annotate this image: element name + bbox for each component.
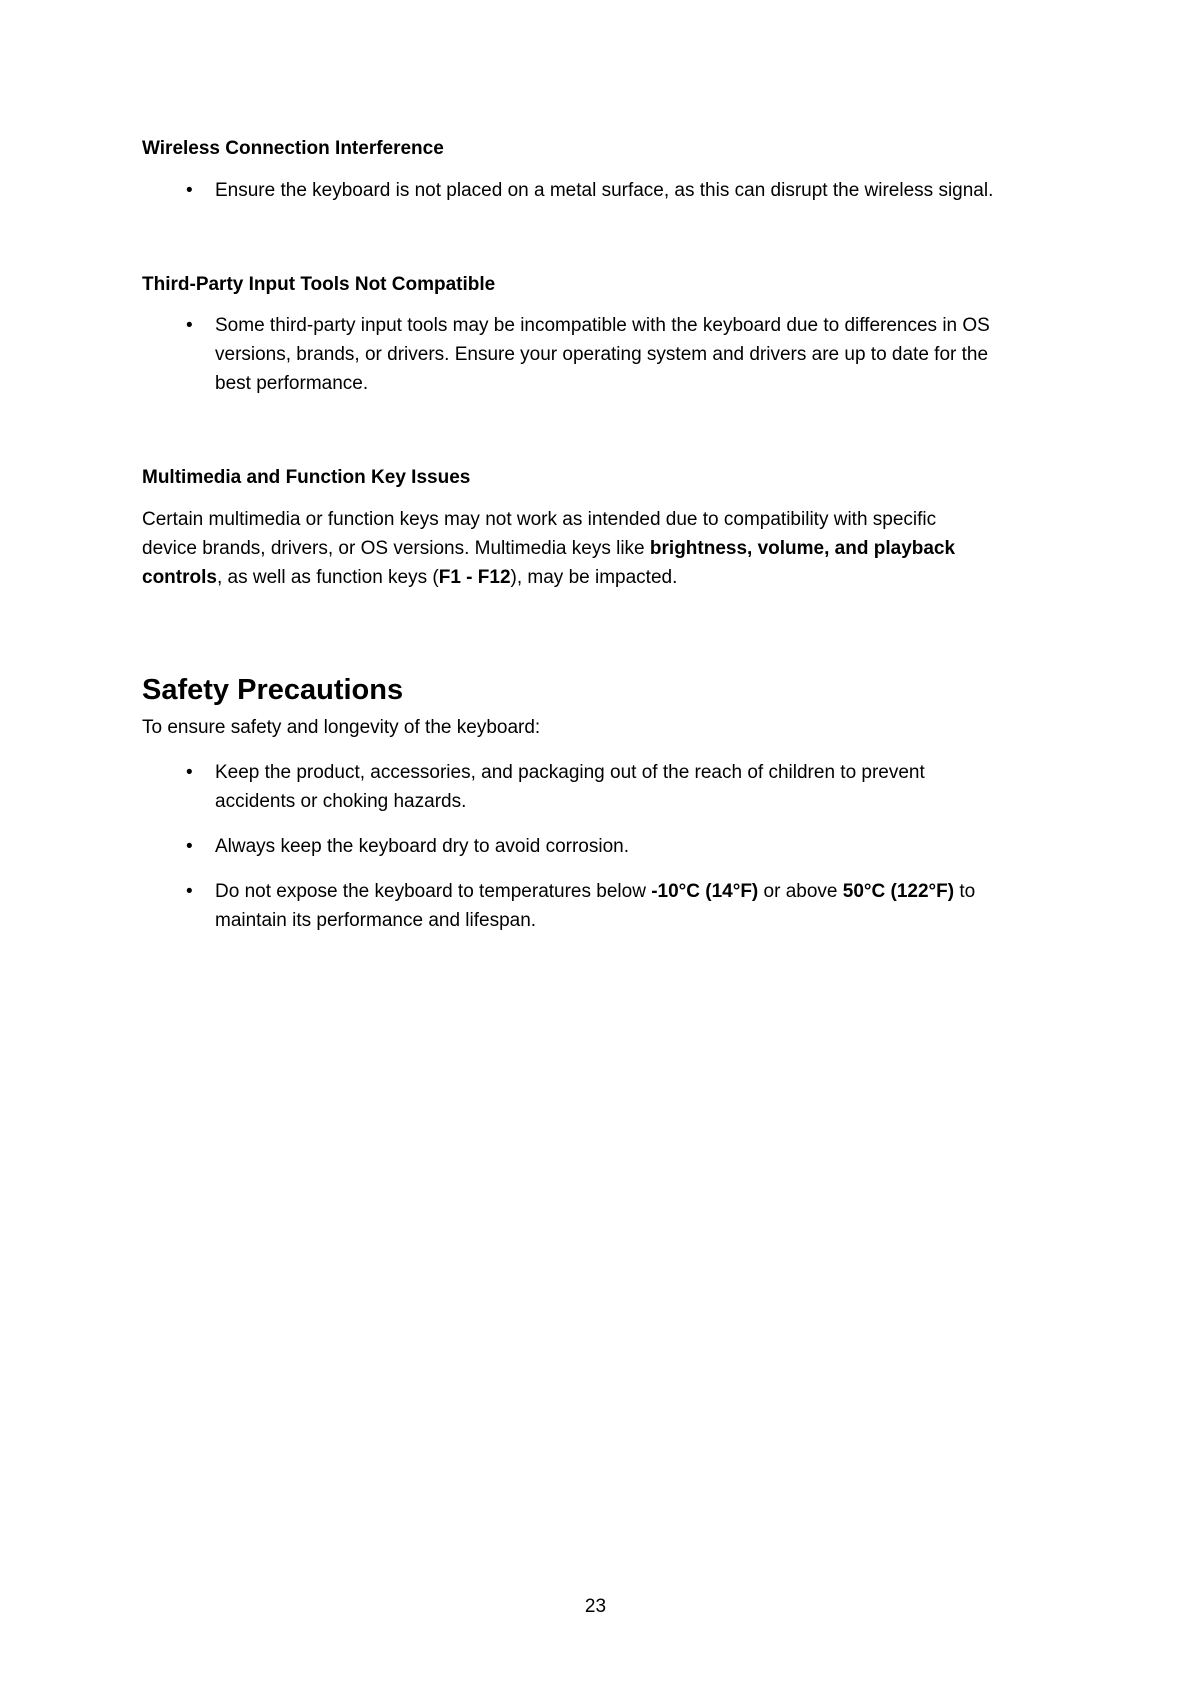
list-item-line: versions, brands, or drivers. Ensure your operating system and drivers are up to date for the [215, 344, 989, 365]
bullet-icon: • [186, 836, 193, 857]
paragraph-multimedia [142, 505, 1042, 592]
list-item-line: best performance. [215, 373, 369, 394]
bullet-icon: • [186, 762, 193, 783]
section-heading-safety: Safety Precautions [142, 674, 404, 706]
paragraph-safety-intro: To ensure safety and longevity of the keyboard: [142, 717, 541, 738]
page-number: 23 [584, 1596, 607, 1617]
bold-text: F1 - F12 [438, 567, 511, 588]
section-heading-wireless: Wireless Connection Interference [142, 138, 444, 159]
bold-text: controls [142, 567, 217, 588]
bold-text: 50°C (122°F) [842, 881, 955, 902]
list-item-line [215, 877, 1065, 906]
text-run: to [954, 881, 976, 902]
section-heading-multimedia: Multimedia and Function Key Issues [142, 467, 471, 488]
list-item-safety-children [215, 758, 1065, 816]
list-item-safety-dry: Always keep the keyboard dry to avoid corrosion. [215, 836, 629, 857]
paragraph-line [142, 534, 1042, 563]
text-run: or above [758, 881, 843, 902]
text-run: ), may be impacted. [510, 567, 678, 588]
section-heading-third-party: Third-Party Input Tools Not Compatible [142, 274, 496, 295]
paragraph-line [142, 563, 1042, 592]
paragraph-line: Certain multimedia or function keys may not work as intended due to compatibility with specific [142, 509, 937, 530]
list-item-line: maintain its performance and lifespan. [215, 910, 537, 931]
bullet-icon: • [186, 315, 193, 336]
list-item-third-party [215, 311, 1065, 398]
list-item-line: Some third-party input tools may be incompatible with the keyboard due to differences in OS [215, 315, 990, 336]
text-run: Do not expose the keyboard to temperatures below [215, 881, 652, 902]
bold-text: brightness, volume, and playback [649, 538, 956, 559]
bullet-icon: • [186, 881, 193, 902]
list-item-wireless: Ensure the keyboard is not placed on a metal surface, as this can disrupt the wireless signal. [215, 180, 994, 201]
text-run: , as well as function keys ( [216, 567, 439, 588]
list-item-safety-temperature [215, 877, 1065, 935]
bold-text: -10°C (14°F) [651, 881, 759, 902]
bullet-icon: • [186, 180, 193, 201]
list-item-line: Keep the product, accessories, and packaging out of the reach of children to prevent [215, 762, 925, 783]
list-item-line: accidents or choking hazards. [215, 791, 467, 812]
text-run: device brands, drivers, or OS versions. Multimedia keys like [142, 538, 650, 559]
document-page [142, 0, 1062, 1684]
